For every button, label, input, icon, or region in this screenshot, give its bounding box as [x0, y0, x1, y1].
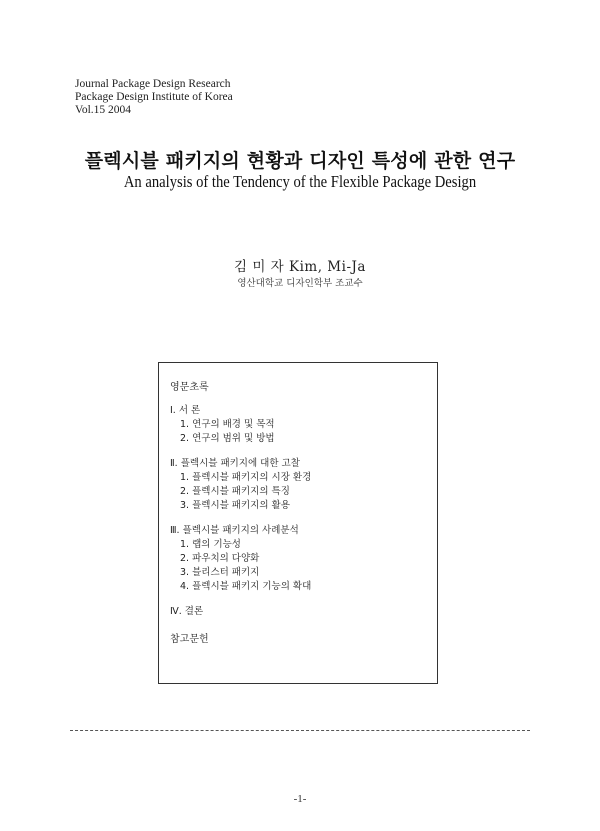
toc-item: 4. 플렉시블 패키지 기능의 확대	[180, 581, 312, 592]
toc-section-case-analysis	[170, 524, 432, 594]
toc-section-review	[170, 457, 432, 513]
toc-section-conclusion: Ⅳ. 결론	[170, 606, 204, 617]
toc-section-title: Ⅲ. 플렉시블 패키지의 사례분석	[170, 525, 299, 536]
toc-item: 1. 랩의 기능성	[180, 539, 241, 550]
page-number: -1-	[293, 793, 307, 805]
author-name: 김 미 자 Kim, Mi-Ja	[234, 259, 366, 275]
author-affiliation: 영산대학교 디자인학부 조교수	[237, 278, 363, 289]
journal-header	[75, 78, 233, 117]
toc-item: 2. 파우치의 다양화	[180, 553, 260, 564]
journal-name: Journal Package Design Research	[75, 78, 231, 90]
abstract-label: 영문초록	[170, 382, 209, 393]
paper-title-korean: 플렉시블 패키지의 현황과 디자인 특성에 관한 연구	[84, 150, 516, 172]
toc-item: 3. 블리스터 패키지	[180, 567, 260, 578]
footer-divider	[70, 730, 530, 731]
toc-section-title: Ⅰ. 서 론	[170, 405, 201, 416]
toc-item: 1. 연구의 배경 및 목적	[180, 419, 275, 430]
toc-item: 3. 플렉시블 패키지의 활용	[180, 500, 290, 511]
table-of-contents	[170, 404, 432, 619]
toc-item: 1. 플렉시블 패키지의 시장 환경	[180, 472, 312, 483]
toc-item: 2. 연구의 범위 및 방법	[180, 433, 275, 444]
paper-title-english: An analysis of the Tendency of the Flexible Package Design	[123, 172, 477, 191]
institute-name: Package Design Institute of Korea	[75, 91, 233, 103]
toc-item: 2. 플렉시블 패키지의 특징	[180, 486, 290, 497]
volume-info: Vol.15 2004	[75, 104, 132, 116]
toc-section-title: Ⅱ. 플렉시블 패키지에 대한 고찰	[170, 458, 300, 469]
toc-references: 참고문헌	[170, 634, 209, 645]
toc-section-introduction	[170, 404, 432, 446]
